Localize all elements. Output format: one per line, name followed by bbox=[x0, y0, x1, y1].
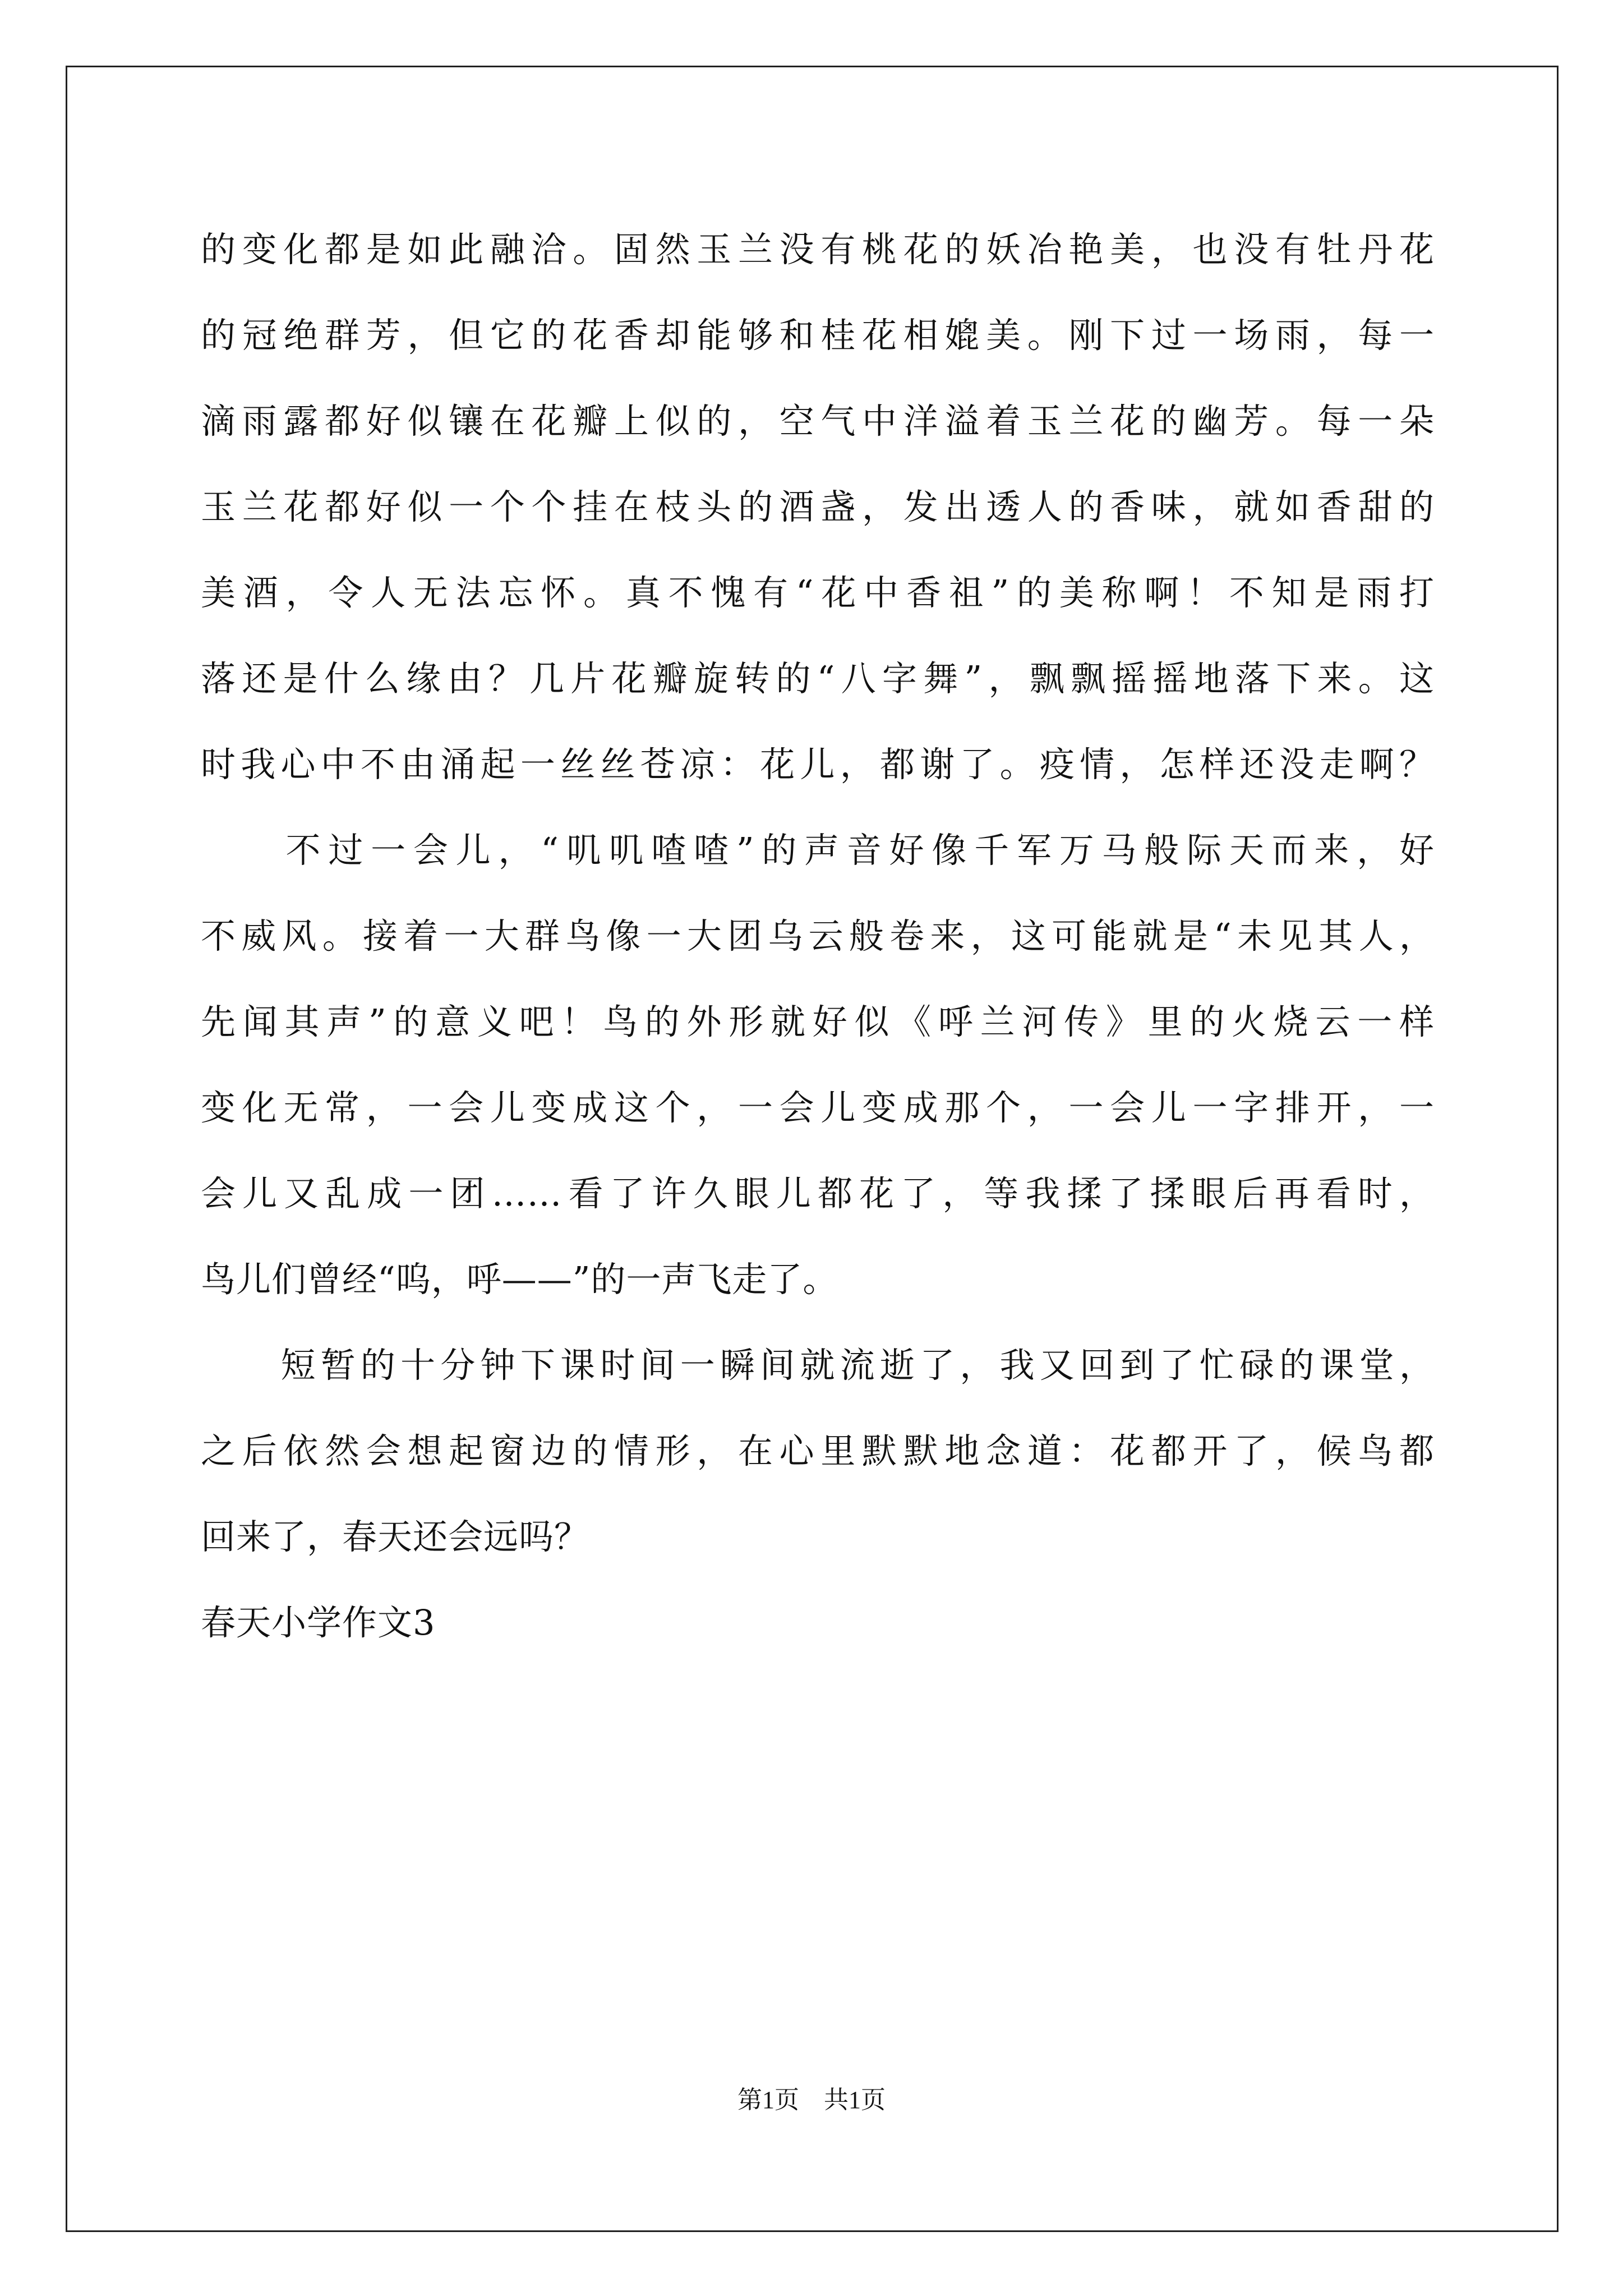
text-line: 回来了，春天还会远吗？ bbox=[201, 1516, 590, 1557]
text-line: 之后依然会想起窗边的情形，在心里默默地念道：花都开了，候鸟都 bbox=[201, 1430, 1435, 1471]
text-line: 不过一会儿，“叽叽喳喳”的声音好像千军万马般际天而来，好 bbox=[201, 830, 1435, 871]
page-footer: 第1页 共1页 bbox=[737, 2086, 886, 2114]
text-line: 会儿又乱成一团……看了许久眼儿都花了，等我揉了揉眼后再看时， bbox=[201, 1173, 1435, 1214]
text-line: 时我心中不由涌起一丝丝苍凉：花儿，都谢了。疫情，怎样还没走啊？ bbox=[201, 744, 1435, 785]
text-line: 不威风。接着一大群鸟像一大团乌云般卷来，这可能就是“未见其人， bbox=[201, 915, 1435, 956]
page-border bbox=[66, 66, 1559, 2232]
text-line: 鸟儿们曾经“呜，呼——”的一声飞走了。 bbox=[201, 1259, 838, 1300]
section-title: 春天小学作文3 bbox=[201, 1602, 436, 1643]
text-line: 先闻其声”的意义吧！鸟的外形就好似《呼兰河传》里的火烧云一样 bbox=[201, 1001, 1435, 1042]
text-line: 变化无常，一会儿变成这个，一会儿变成那个，一会儿一字排开，一 bbox=[201, 1087, 1435, 1128]
text-line: 的冠绝群芳，但它的花香却能够和桂花相媲美。刚下过一场雨，每一 bbox=[201, 315, 1435, 356]
text-line: 美酒，令人无法忘怀。真不愧有“花中香祖”的美称啊！不知是雨打 bbox=[201, 572, 1435, 613]
text-line: 落还是什么缘由？几片花瓣旋转的“八字舞”，飘飘摇摇地落下来。这 bbox=[201, 658, 1435, 699]
text-line: 短暂的十分钟下课时间一瞬间就流逝了，我又回到了忙碌的课堂， bbox=[201, 1345, 1435, 1386]
text-line: 玉兰花都好似一个个挂在枝头的酒盏，发出透人的香味，就如香甜的 bbox=[201, 486, 1435, 527]
text-line: 滴雨露都好似镶在花瓣上似的，空气中洋溢着玉兰花的幽芳。每一朵 bbox=[201, 401, 1435, 441]
text-line: 的变化都是如此融洽。固然玉兰没有桃花的妖冶艳美，也没有牡丹花 bbox=[201, 229, 1435, 270]
